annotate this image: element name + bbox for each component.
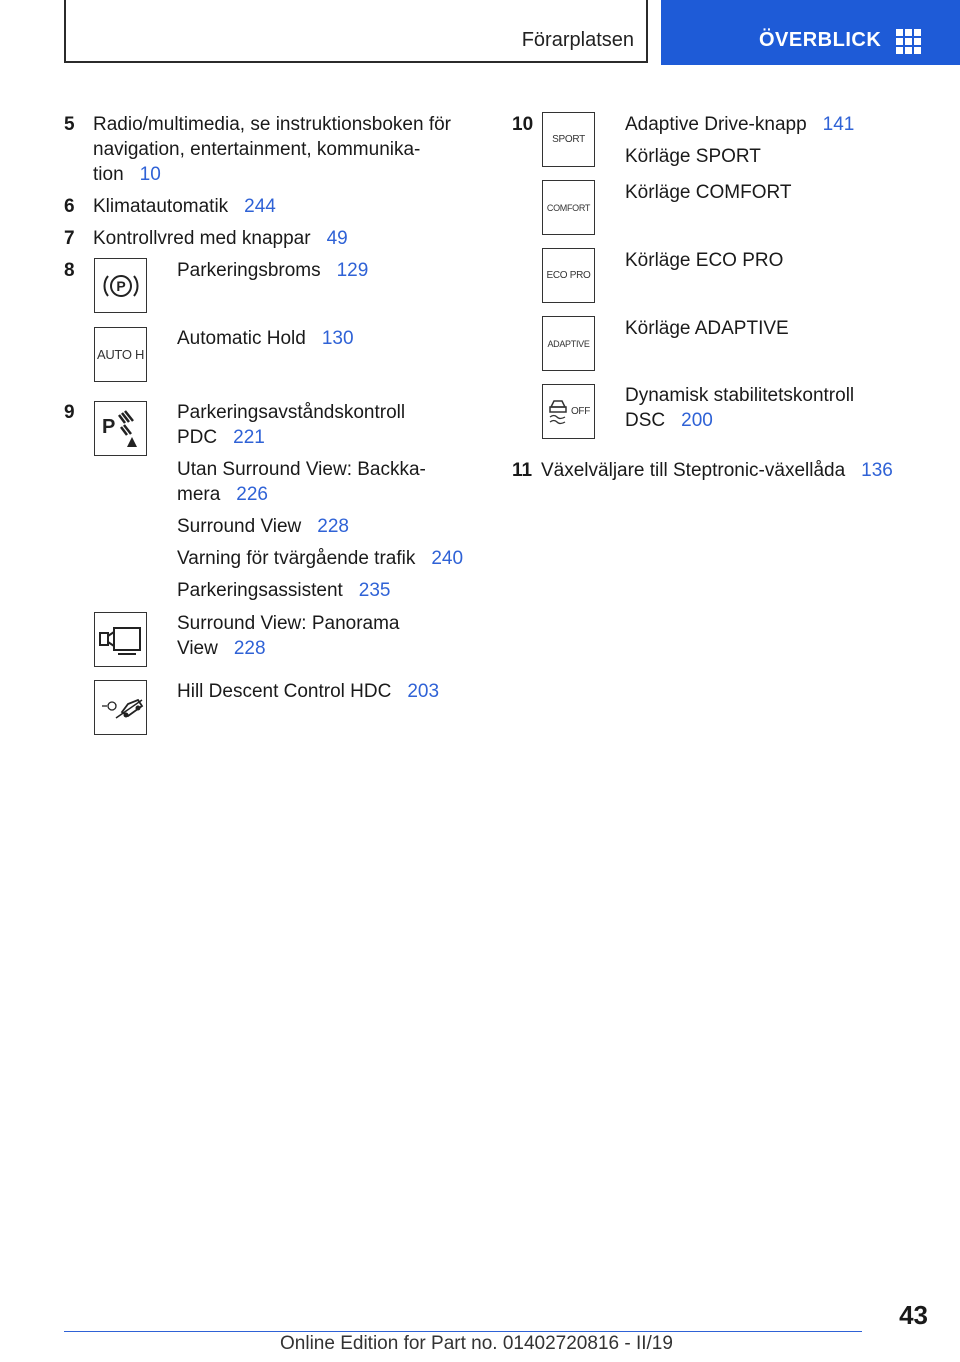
page-link[interactable]: 10 (139, 164, 161, 185)
page-link[interactable]: 136 (861, 460, 893, 481)
item-text: Kontrollvred med knappar (93, 228, 311, 249)
dsc-off-icon: OFF (542, 384, 595, 439)
item-text: View (177, 638, 218, 659)
surround-view-panorama-icon (94, 612, 147, 667)
item-text: Växelväljare till Steptronic-växellåda (541, 460, 846, 481)
dsc-row (625, 383, 854, 433)
item-text: Parkeringsassistent (177, 580, 343, 601)
page-link[interactable]: 49 (326, 228, 348, 249)
adaptive-icon: ADAPTIVE (542, 316, 595, 371)
edition-footer: Online Edition for Part no. 01402720816 - II/19 (280, 1333, 673, 1354)
page-number: 43 (899, 1300, 928, 1330)
auto-hold-icon: AUTO H (94, 327, 147, 382)
item-text: Varning för tvärgående trafik (177, 548, 416, 569)
page-link[interactable]: 240 (431, 548, 464, 569)
page-link[interactable]: 235 (358, 580, 391, 601)
comfort-icon: COMFORT (542, 180, 595, 235)
adaptive-row (625, 316, 789, 341)
svg-text:P: P (101, 415, 115, 438)
surround-view-panorama-row (177, 611, 400, 661)
item-text: Klimatautomatik (93, 196, 229, 217)
item-text: Hill Descent Control HDC (177, 681, 392, 702)
item-number: 11 (512, 460, 533, 481)
item-6 (93, 194, 276, 219)
park-distance-control-icon (94, 401, 147, 456)
section-title: Förarplatsen (521, 29, 634, 51)
page-link[interactable]: 244 (244, 196, 276, 217)
page-link[interactable]: 203 (407, 681, 440, 702)
item-text: PDC (177, 427, 218, 448)
item-number: 6 (64, 196, 75, 217)
page-link[interactable]: 226 (236, 484, 268, 505)
item-text: Parkeringsbroms (177, 260, 321, 281)
header-section-box (64, 0, 648, 63)
item-number: 8 (64, 260, 75, 281)
item-9-entries (177, 400, 463, 603)
item-text: Automatic Hold (177, 328, 306, 349)
item-text: DSC (625, 410, 666, 431)
page-link[interactable]: 129 (336, 260, 369, 281)
page-link[interactable]: 200 (681, 410, 713, 431)
item-text: Utan Surround View: Backka- (177, 459, 426, 480)
item-text: mera (177, 484, 221, 505)
eco-pro-icon: ECO PRO (542, 248, 595, 303)
page-link[interactable]: 130 (321, 328, 354, 349)
page-link[interactable]: 141 (822, 114, 855, 135)
item-text: Adaptive Drive-knapp (625, 114, 807, 135)
hill-descent-control-icon (94, 680, 147, 735)
item-text: Körläge ECO PRO (625, 250, 784, 271)
item-number: 10 (512, 114, 534, 135)
item-number: 7 (64, 228, 75, 249)
item-5 (93, 112, 451, 187)
comfort-row (625, 180, 791, 205)
item-text: tion (93, 164, 124, 185)
svg-text:P: P (115, 277, 126, 294)
item-number: 5 (64, 114, 75, 135)
item-7 (93, 226, 348, 251)
item-text: Körläge ADAPTIVE (625, 318, 789, 339)
overview-tab[interactable] (661, 0, 960, 65)
parking-brake-row (177, 258, 368, 283)
footer-divider (64, 1331, 862, 1332)
page-link[interactable]: 228 (233, 638, 266, 659)
item-text: Surround View: Panorama (177, 613, 400, 634)
item-text: Parkeringsavståndskontroll (177, 402, 406, 423)
parking-brake-icon (94, 258, 147, 313)
item-text: Surround View (177, 516, 302, 537)
page-link[interactable]: 228 (317, 516, 349, 537)
auto-hold-row (177, 326, 354, 351)
item-number: 9 (64, 402, 75, 423)
item-text: Körläge SPORT (625, 146, 761, 167)
item-text: Dynamisk stabilitetskontroll (625, 385, 855, 406)
hill-descent-control-row (177, 679, 439, 704)
item-11 (541, 458, 893, 483)
item-text: Radio/multimedia, se instruktionsboken för (93, 114, 452, 135)
page-link[interactable]: 221 (233, 427, 265, 448)
item-text: Körläge COMFORT (625, 182, 792, 203)
item-text: navigation, entertainment, kommunika- (93, 139, 421, 160)
adaptive-drive-row (625, 112, 854, 169)
sport-icon: SPORT (542, 112, 595, 167)
grid-icon (896, 29, 921, 54)
eco-pro-row (625, 248, 783, 273)
overview-title: ÖVERBLICK (759, 29, 882, 51)
